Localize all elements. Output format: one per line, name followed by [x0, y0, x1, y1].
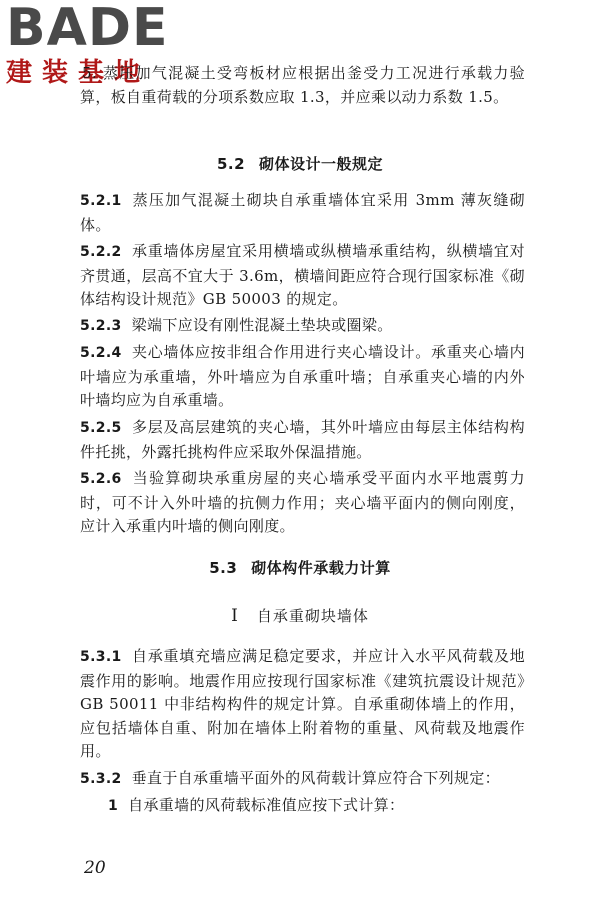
- clause-5-2-4: [80, 341, 525, 413]
- section-number: 5.3: [209, 559, 238, 577]
- section-title: 砌体构件承载力计算: [251, 559, 391, 577]
- subsection-title: 自承重砌块墙体: [256, 607, 369, 625]
- clause-5-3-2: [80, 767, 525, 792]
- watermark-subtitle: 建装基地: [6, 58, 151, 88]
- clause-number: 5.2.2: [80, 244, 122, 260]
- clause-text: 多层及高层建筑的夹心墙，其外叶墙应由每层主体结构构件托挑，外露托挑构件应采取外保温措施。: [80, 418, 525, 461]
- item-1: [108, 794, 525, 819]
- item-number: 1: [108, 798, 119, 814]
- subsection-heading: [0, 605, 600, 626]
- watermark-brand: BADE: [6, 0, 169, 58]
- clause-text: 垂直于自承重墙平面外的风荷载计算应符合下列规定：: [131, 769, 501, 787]
- clause-number: 5.3.2: [80, 771, 122, 787]
- clause-text: 蒸压加气混凝土砌块自承重墙体宜采用 3mm 薄灰缝砌体。: [80, 191, 525, 234]
- clause-5-3-1: [80, 645, 525, 764]
- clause-text: 承重墙体房屋宜采用横墙或纵横墙承重结构，纵横墙宜对齐贯通，层高不宜大于 3.6m，横墙间距应符合现行国家标准《砌体结构设计规范》GB 50003 的规定。: [80, 242, 525, 308]
- clause-number: 5.3.1: [80, 649, 122, 665]
- clause-5-2-5: [80, 416, 525, 464]
- clause-text: 夹心墙体应按非组合作用进行夹心墙设计。承重夹心墙内叶墙应为承重墙，外叶墙应为自承重叶墙；自承重夹心墙的内外叶墙均应为自承重墙。: [80, 343, 525, 409]
- clause-number: 5.2.3: [80, 318, 122, 334]
- clause-number: 5.2.4: [80, 345, 122, 361]
- page-number: 20: [84, 858, 106, 878]
- section-title: 砌体设计一般规定: [259, 155, 384, 173]
- section-heading-5-3: [0, 557, 600, 578]
- clause-5-2-1: [80, 189, 525, 237]
- clause-text: 梁端下应设有刚性混凝土垫块或圈梁。: [131, 316, 393, 334]
- intro-paragraph: 5. 蒸压加气混凝土受弯板材应根据出釜受力工况进行承载力验算，板自重荷载的分项系数应取 1.3，并应乘以动力系数 1.5。: [80, 64, 525, 106]
- clause-5-2-3: [80, 314, 525, 339]
- clause-number: 5.2.1: [80, 193, 122, 209]
- clause-text: 自承重填充墙应满足稳定要求，并应计入水平风荷载及地震作用的影响。地震作用应按现行国家标准《建筑抗震设计规范》GB 50011 中非结构构件的规定计算。自承重砌体墙上的作用，应包括墙体自重、附加在墙体上附着物的重量、风荷载及地震作用。: [80, 647, 525, 760]
- item-text: 自承重墙的风荷载标准值应按下式计算：: [128, 796, 405, 814]
- clause-5-2-6: [80, 467, 525, 539]
- section-heading-5-2: [0, 153, 600, 174]
- section-number: 5.2: [216, 155, 246, 173]
- clause-number: 5.2.5: [80, 420, 122, 436]
- clause-number: 5.2.6: [80, 471, 122, 487]
- clause-text: 当验算砌块承重房屋的夹心墙承受平面内水平地震剪力时，可不计入外叶墙的抗侧力作用；夹心墙平面内的侧向刚度，应计入承重内叶墙的侧向刚度。: [80, 469, 525, 535]
- subsection-roman: Ⅰ: [231, 606, 239, 626]
- clause-5-2-2: [80, 240, 525, 312]
